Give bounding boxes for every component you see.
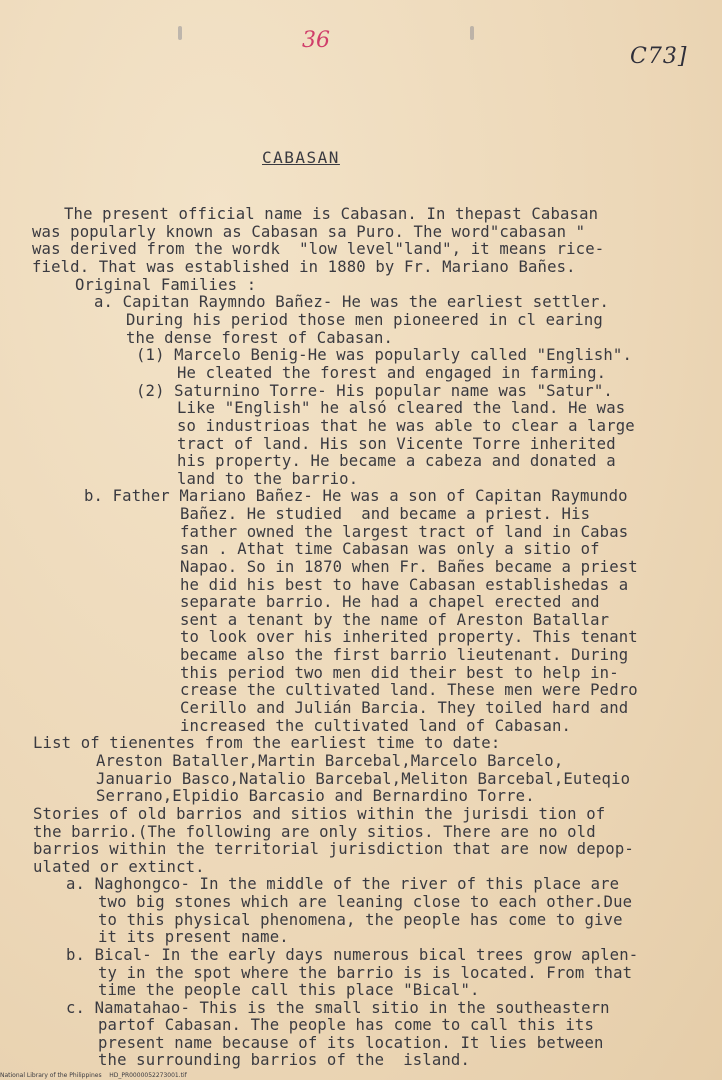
- text-line: it its present name.: [98, 928, 289, 946]
- text-line: sent a tenant by the name of Areston Batallar: [180, 611, 610, 629]
- text-line: (2) Saturnino Torre- His popular name was "Satur".: [136, 382, 613, 400]
- scan-footer: National Library of the Philippines HD_PR0000052273001.tif: [0, 1072, 187, 1079]
- text-line: became also the first barrio lieutenant. During: [180, 646, 629, 664]
- handwritten-reference-number: C73]: [630, 44, 688, 69]
- text-line: increased the cultivated land of Cabasan.: [180, 717, 572, 735]
- text-line: List of tienentes from the earliest time to date:: [33, 734, 501, 752]
- text-line: was popularly known as Cabasan sa Puro. The word"cabasan ": [32, 223, 586, 241]
- text-line: Original Families :: [75, 276, 257, 294]
- page-title: CABASAN: [262, 148, 340, 167]
- text-line: During his period those men pioneered in cl earing: [126, 311, 603, 329]
- text-line: to look over his inherited property. This tenant: [180, 628, 638, 646]
- text-line: Napao. So in 1870 when Fr. Bañes became a priest: [180, 558, 638, 576]
- punch-mark-right: [470, 26, 474, 40]
- text-line: the surrounding barrios of the island.: [98, 1051, 470, 1069]
- text-line: ty in the spot where the barrio is is located. From that: [98, 964, 633, 982]
- text-line: separate barrio. He had a chapel erected and: [180, 593, 600, 611]
- text-line: Areston Bataller,Martin Barcebal,Marcelo Barcelo,: [96, 752, 564, 770]
- punch-mark-left: [178, 26, 182, 40]
- text-line: Cerillo and Julián Barcia. They toiled hard and: [180, 699, 629, 717]
- text-line: barrios within the territorial jurisdiction that are now depop-: [33, 840, 634, 858]
- text-line: two big stones which are leaning close to each other.Due: [98, 893, 633, 911]
- text-line: was derived from the wordk "low level"land", it means rice-: [32, 240, 605, 258]
- text-line: (1) Marcelo Benig-He was popularly called "English".: [136, 346, 632, 364]
- text-line: b. Father Mariano Bañez- He was a son of Capitan Raymundo: [84, 487, 628, 505]
- text-line: so industrioas that he was able to clear a large: [177, 417, 635, 435]
- text-line: a. Capitan Raymndo Bañez- He was the earliest settler.: [94, 293, 610, 311]
- text-line: present name because of its location. It lies between: [98, 1034, 604, 1052]
- text-line: Bañez. He studied and became a priest. His: [180, 505, 591, 523]
- text-line: field. That was established in 1880 by Fr. Mariano Bañes.: [32, 258, 576, 276]
- text-line: his property. He became a cabeza and donated a: [177, 452, 616, 470]
- handwritten-page-number: 36: [302, 28, 330, 53]
- text-line: he did his best to have Cabasan establishedas a: [180, 576, 629, 594]
- text-line: a. Naghongco- In the middle of the river of this place are: [66, 875, 620, 893]
- text-line: the dense forest of Cabasan.: [126, 329, 394, 347]
- text-line: tract of land. His son Vicente Torre inherited: [177, 435, 616, 453]
- text-line: san . Athat time Cabasan was only a sitio of: [180, 540, 600, 558]
- text-line: crease the cultivated land. These men were Pedro: [180, 681, 638, 699]
- text-line: land to the barrio.: [177, 470, 359, 488]
- text-line: time the people call this place "Bical".: [98, 981, 480, 999]
- text-line: father owned the largest tract of land in Cabas: [180, 523, 629, 541]
- text-line: Like "English" he alsó cleared the land. He was: [177, 399, 626, 417]
- text-line: Januario Basco,Natalio Barcebal,Meliton Barcebal,Euteqio: [96, 770, 631, 788]
- text-line: Stories of old barrios and sitios within the jurisdi tion of: [33, 805, 606, 823]
- text-line: c. Namatahao- This is the small sitio in the southeastern: [66, 999, 610, 1017]
- text-line: The present official name is Cabasan. In thepast Cabasan: [64, 205, 599, 223]
- text-line: partof Cabasan. The people has come to call this its: [98, 1016, 594, 1034]
- text-line: ulated or extinct.: [33, 858, 205, 876]
- text-line: the barrio.(The following are only sitios. There are no old: [33, 823, 596, 841]
- text-line: He cleated the forest and engaged in farming.: [177, 364, 607, 382]
- text-line: to this physical phenomena, the people has come to give: [98, 911, 623, 929]
- text-line: this period two men did their best to help in-: [180, 664, 619, 682]
- text-line: b. Bical- In the early days numerous bical trees grow aplen-: [66, 946, 639, 964]
- text-line: Serrano,Elpidio Barcasio and Bernardino Torre.: [96, 787, 535, 805]
